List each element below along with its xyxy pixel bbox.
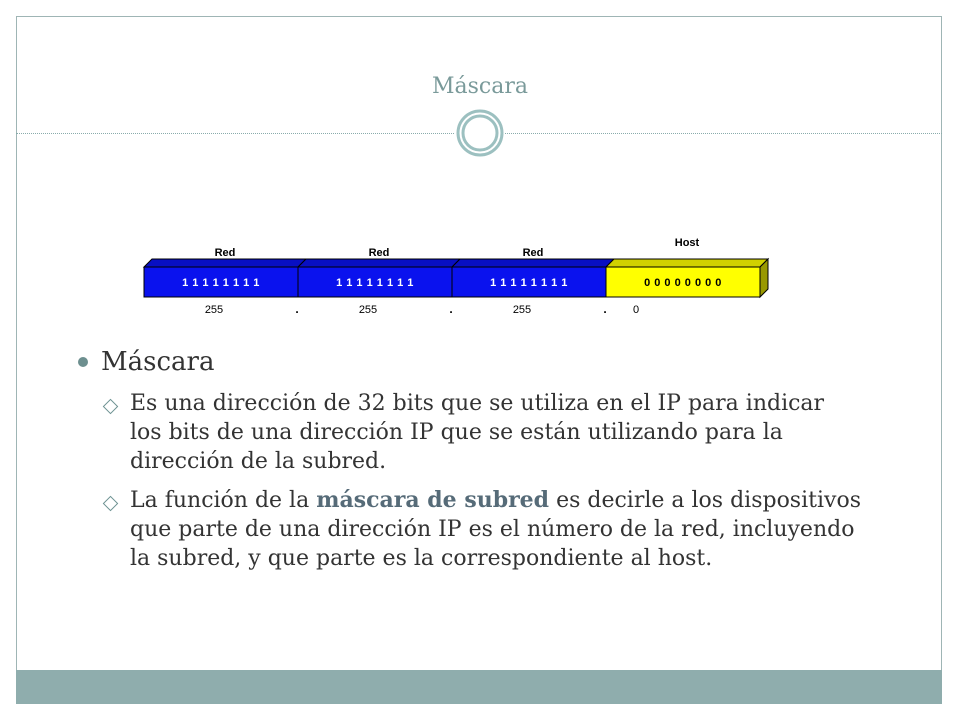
segment-decimal: 0 (632, 304, 640, 316)
mask-segment (144, 247, 306, 316)
sub-bullet-text: Es una dirección de 32 bits que se utiliza en el IP para indicar los bits de una dirección IP que se están utilizando para la dirección de la subred. (130, 391, 825, 474)
octet-separator: . (449, 302, 453, 316)
ring-ornament-icon (455, 108, 505, 158)
segment-decimal: 255 (204, 304, 224, 316)
segment-label: Red (368, 247, 390, 259)
octet-separator: . (603, 302, 607, 316)
slide-title: Máscara (431, 74, 528, 99)
text-after-emphasis: es decirle a los dispositivos que parte de una dirección IP es el número de la red, incluyendo la subred, y que parte es la correspondiente al host. (130, 488, 861, 571)
text-before-emphasis: La función de la (130, 488, 317, 513)
slide-body (78, 345, 878, 573)
segment-bits: 1 1 1 1 1 1 1 1 (490, 277, 568, 289)
segment-bits: 0 0 0 0 0 0 0 0 (644, 277, 722, 289)
footer-bar (16, 670, 942, 704)
emphasis-text: máscara de subred (316, 487, 550, 513)
segment-top-face (606, 259, 768, 267)
mask-segment (298, 247, 460, 316)
sub-bullet-text (130, 486, 862, 573)
mask-segment (606, 237, 768, 316)
segment-label: Red (214, 247, 236, 259)
diamond-bullet-icon (102, 486, 130, 520)
segment-decimal: 255 (512, 304, 532, 316)
subnet-mask-diagram (140, 230, 780, 320)
sub-bullet-definition (102, 389, 862, 476)
segment-top-face (298, 259, 460, 267)
segment-label: Host (674, 237, 700, 249)
sub-bullet-function (102, 486, 862, 573)
segment-bits: 1 1 1 1 1 1 1 1 (182, 277, 260, 289)
bullet-dot-icon (78, 357, 88, 367)
bullet-heading (78, 345, 878, 379)
segment-bits: 1 1 1 1 1 1 1 1 (336, 277, 414, 289)
octet-separator: . (295, 302, 299, 316)
mask-segment (452, 247, 614, 316)
bullet-heading-text: Máscara (101, 347, 215, 377)
segment-label: Red (522, 247, 544, 259)
segment-top-face (452, 259, 614, 267)
segment-decimal: 255 (358, 304, 378, 316)
diamond-bullet-icon (102, 389, 130, 423)
segment-top-face (144, 259, 306, 267)
